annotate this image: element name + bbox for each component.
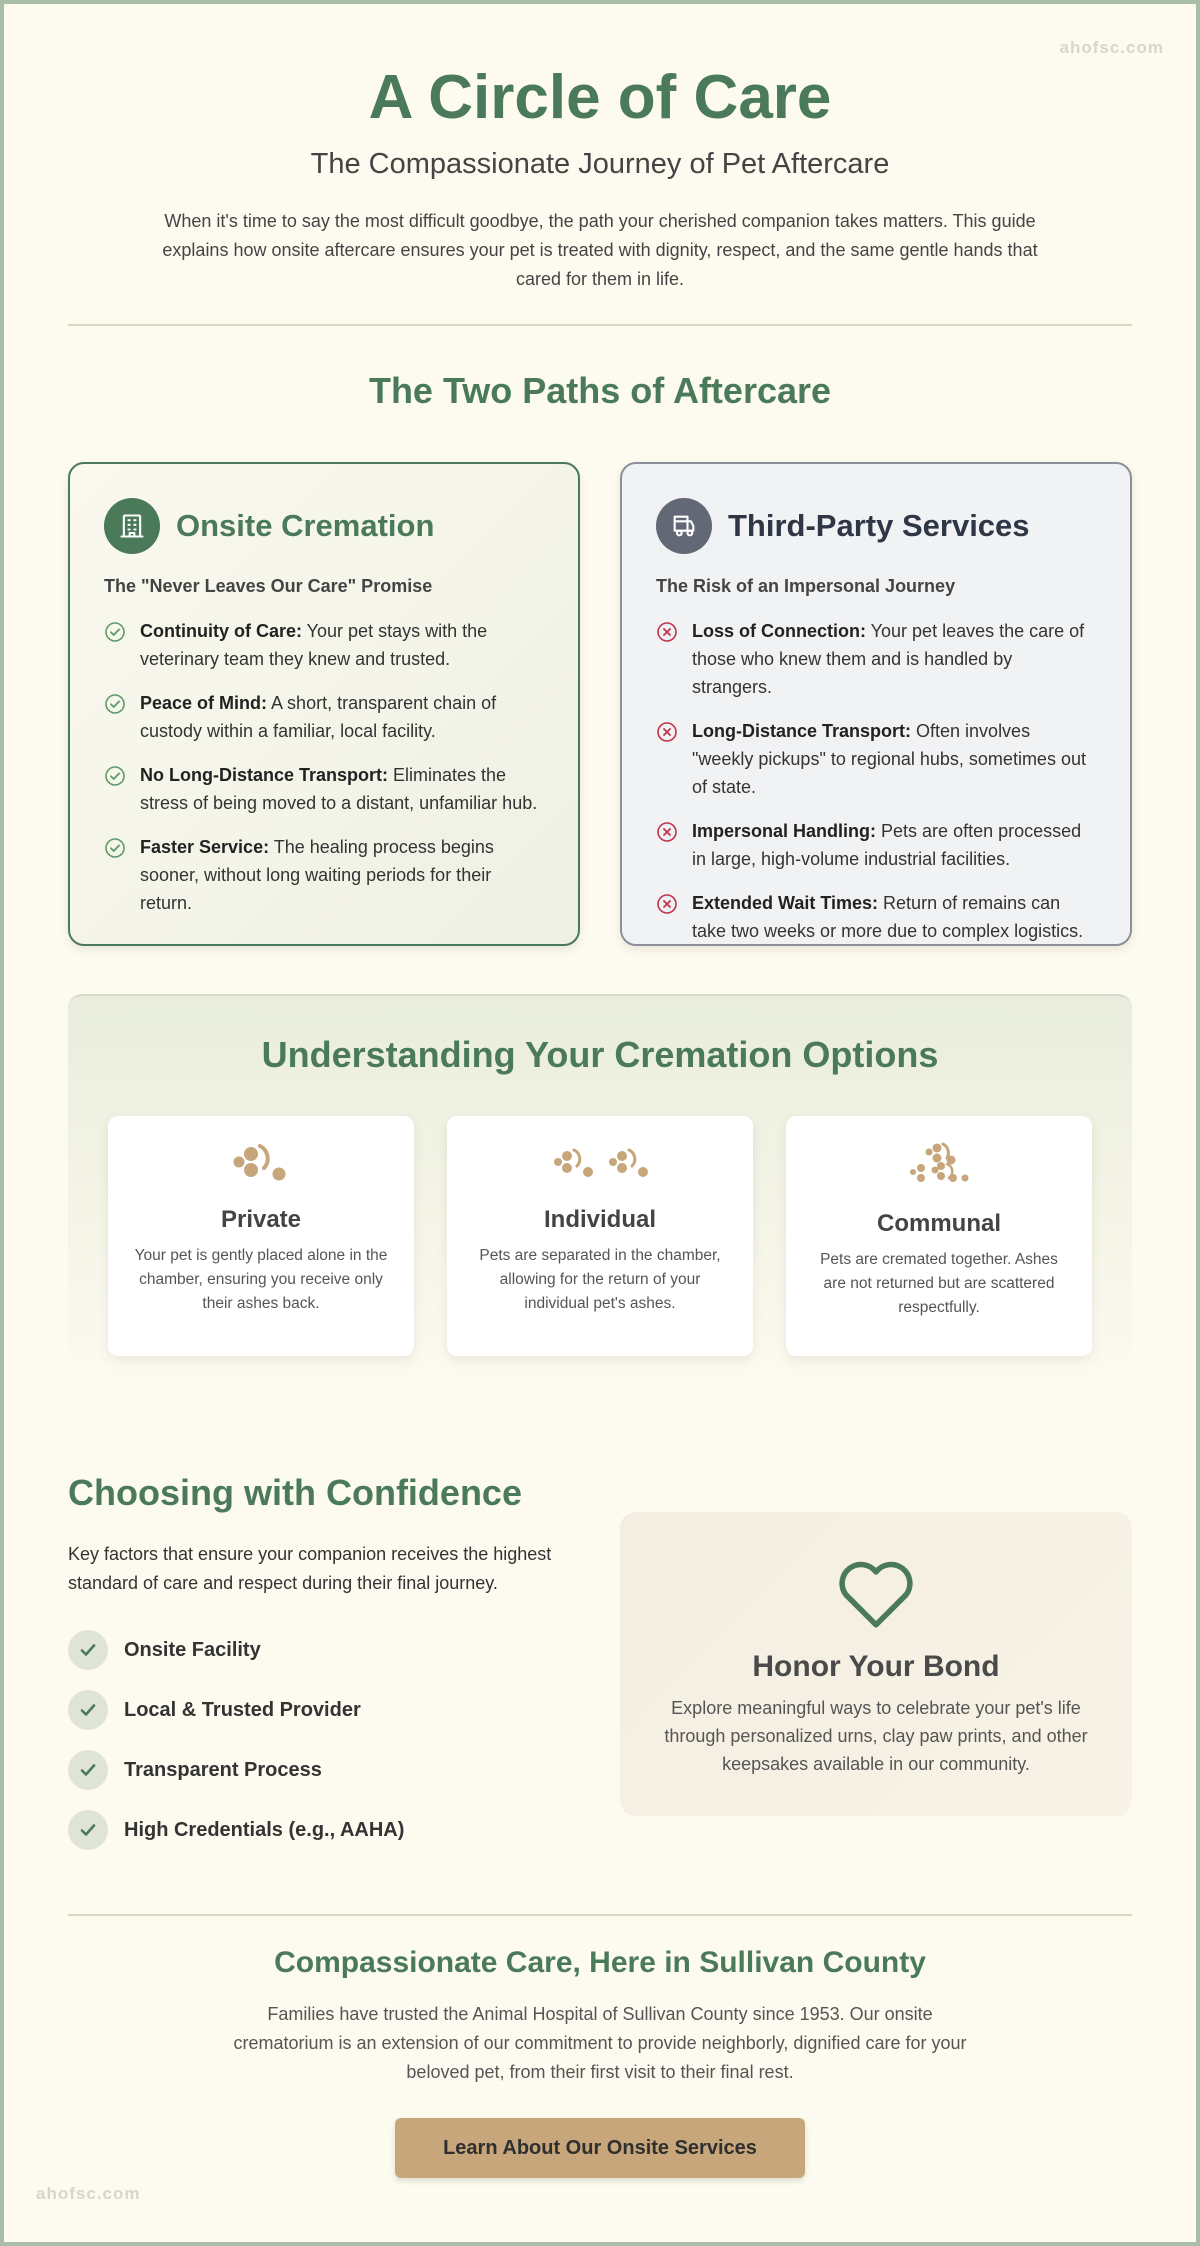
option-description: Your pet is gently placed alone in the chamber, ensuring you receive only their ashes back. bbox=[134, 1247, 388, 1312]
option-description: Pets are separated in the chamber, allowing for the return of your individual pet's ashes. bbox=[479, 1247, 721, 1312]
checkmark-icon bbox=[68, 1630, 108, 1670]
truck-icon bbox=[656, 498, 712, 554]
check-circle-icon bbox=[104, 693, 126, 715]
page-title: A Circle of Care bbox=[368, 63, 832, 132]
heart-icon bbox=[834, 1554, 918, 1630]
confidence-checklist bbox=[68, 1630, 404, 1870]
honor-title: Honor Your Bond bbox=[752, 1650, 1000, 1683]
checkmark-icon bbox=[68, 1810, 108, 1850]
item-label: Long-Distance Transport: bbox=[692, 721, 912, 741]
options-title: Understanding Your Cremation Options bbox=[261, 1034, 939, 1075]
checklist-label: Onsite Facility bbox=[124, 1638, 261, 1661]
item-text: Eliminates the stress of being moved to a distant, unfamiliar hub. bbox=[140, 765, 538, 813]
onsite-cremation-card bbox=[68, 462, 580, 946]
list-item bbox=[68, 1690, 404, 1730]
list-item bbox=[104, 617, 544, 673]
two-paw-dots-icon bbox=[550, 1142, 650, 1186]
footer-title: Compassionate Care, Here in Sullivan County bbox=[274, 1946, 926, 1979]
option-name: Private bbox=[220, 1206, 302, 1233]
list-item bbox=[104, 761, 544, 817]
x-circle-icon bbox=[656, 721, 678, 743]
third-party-risks-list bbox=[656, 617, 1096, 945]
onsite-benefits-list bbox=[104, 617, 544, 917]
list-item bbox=[656, 717, 1096, 801]
list-item bbox=[68, 1630, 404, 1670]
x-circle-icon bbox=[656, 621, 678, 643]
footer-text: Families have trusted the Animal Hospital of Sullivan County since 1953. Our onsite crematorium is an extension of our commitment to provide neighborly, dignified care for your beloved pet, from their first visit to their final rest. bbox=[233, 2004, 967, 2082]
item-text: Your pet leaves the care of those who knew them and is handled by strangers. bbox=[692, 621, 1085, 697]
onsite-subtitle: The "Never Leaves Our Care" Promise bbox=[104, 576, 433, 596]
list-item bbox=[656, 817, 1096, 873]
option-card-communal bbox=[786, 1116, 1092, 1356]
onsite-title: Onsite Cremation bbox=[176, 508, 435, 543]
learn-more-button[interactable]: Learn About Our Onsite Services bbox=[395, 2118, 805, 2178]
checklist-label: High Credentials (e.g., AAHA) bbox=[124, 1818, 405, 1841]
option-name: Individual bbox=[543, 1206, 656, 1233]
item-label: Loss of Connection: bbox=[692, 621, 866, 641]
item-label: Continuity of Care: bbox=[140, 621, 302, 641]
single-paw-dots-icon bbox=[231, 1142, 291, 1186]
list-item bbox=[68, 1750, 404, 1790]
x-circle-icon bbox=[656, 821, 678, 843]
option-name: Communal bbox=[876, 1210, 1001, 1237]
watermark-bottom: ahofsc.com bbox=[36, 2184, 141, 2203]
check-circle-icon bbox=[104, 765, 126, 787]
item-text: Your pet stays with the veterinary team they knew and trusted. bbox=[140, 621, 488, 669]
confidence-text: Key factors that ensure your companion receives the highest standard of care and respect during their final journey. bbox=[68, 1544, 552, 1593]
checkmark-icon bbox=[68, 1690, 108, 1730]
page-subtitle: The Compassionate Journey of Pet Aftercare bbox=[310, 148, 890, 180]
item-label: Extended Wait Times: bbox=[692, 893, 879, 913]
honor-text: Explore meaningful ways to celebrate your pet's life through personalized urns, clay paw prints, and other keepsakes available in our community. bbox=[664, 1698, 1088, 1774]
item-text: Pets are often processed in large, high-volume industrial facilities. bbox=[692, 821, 1082, 869]
option-description: Pets are cremated together. Ashes are not returned but are scattered respectfully. bbox=[820, 1251, 1058, 1316]
honor-bond-box bbox=[620, 1512, 1132, 1816]
list-item bbox=[656, 889, 1096, 945]
third-party-title: Third-Party Services bbox=[728, 508, 1030, 543]
building-icon bbox=[104, 498, 160, 554]
watermark-top: ahofsc.com bbox=[1059, 38, 1164, 57]
item-label: Impersonal Handling: bbox=[692, 821, 877, 841]
x-circle-icon bbox=[656, 893, 678, 915]
hero-section bbox=[68, 60, 1132, 294]
option-card-private bbox=[108, 1116, 414, 1356]
item-label: Faster Service: bbox=[140, 837, 270, 857]
confidence-title: Choosing with Confidence bbox=[68, 1472, 522, 1513]
list-item bbox=[656, 617, 1096, 701]
check-circle-icon bbox=[104, 837, 126, 859]
divider bbox=[68, 324, 1132, 326]
option-card-individual bbox=[447, 1116, 753, 1356]
cluster-paw-dots-icon bbox=[907, 1142, 971, 1190]
item-text: The healing process begins sooner, without long waiting periods for their return. bbox=[140, 837, 494, 913]
checklist-label: Transparent Process bbox=[124, 1758, 322, 1781]
paths-title: The Two Paths of Aftercare bbox=[368, 370, 832, 411]
list-item bbox=[104, 689, 544, 745]
third-party-card bbox=[620, 462, 1132, 946]
item-text: A short, transparent chain of custody within a familiar, local facility. bbox=[140, 693, 497, 741]
checkmark-icon bbox=[68, 1750, 108, 1790]
check-circle-icon bbox=[104, 621, 126, 643]
checklist-label: Local & Trusted Provider bbox=[124, 1698, 361, 1721]
list-item bbox=[104, 833, 544, 917]
list-item bbox=[68, 1810, 404, 1850]
item-label: No Long-Distance Transport: bbox=[140, 765, 389, 785]
item-text: Return of remains can take two weeks or more due to complex logistics. bbox=[692, 893, 1084, 941]
intro-text: When it's time to say the most difficult goodbye, the path your cherished companion takes matters. This guide explains how onsite aftercare ensures your pet is treated with dignity, respect, and the same gentle hands that cared for them in life. bbox=[162, 211, 1038, 289]
item-label: Peace of Mind: bbox=[140, 693, 268, 713]
third-party-subtitle: The Risk of an Impersonal Journey bbox=[656, 576, 956, 596]
item-text: Often involves "weekly pickups" to regional hubs, sometimes out of state. bbox=[692, 721, 1086, 797]
divider bbox=[68, 1914, 1132, 1916]
